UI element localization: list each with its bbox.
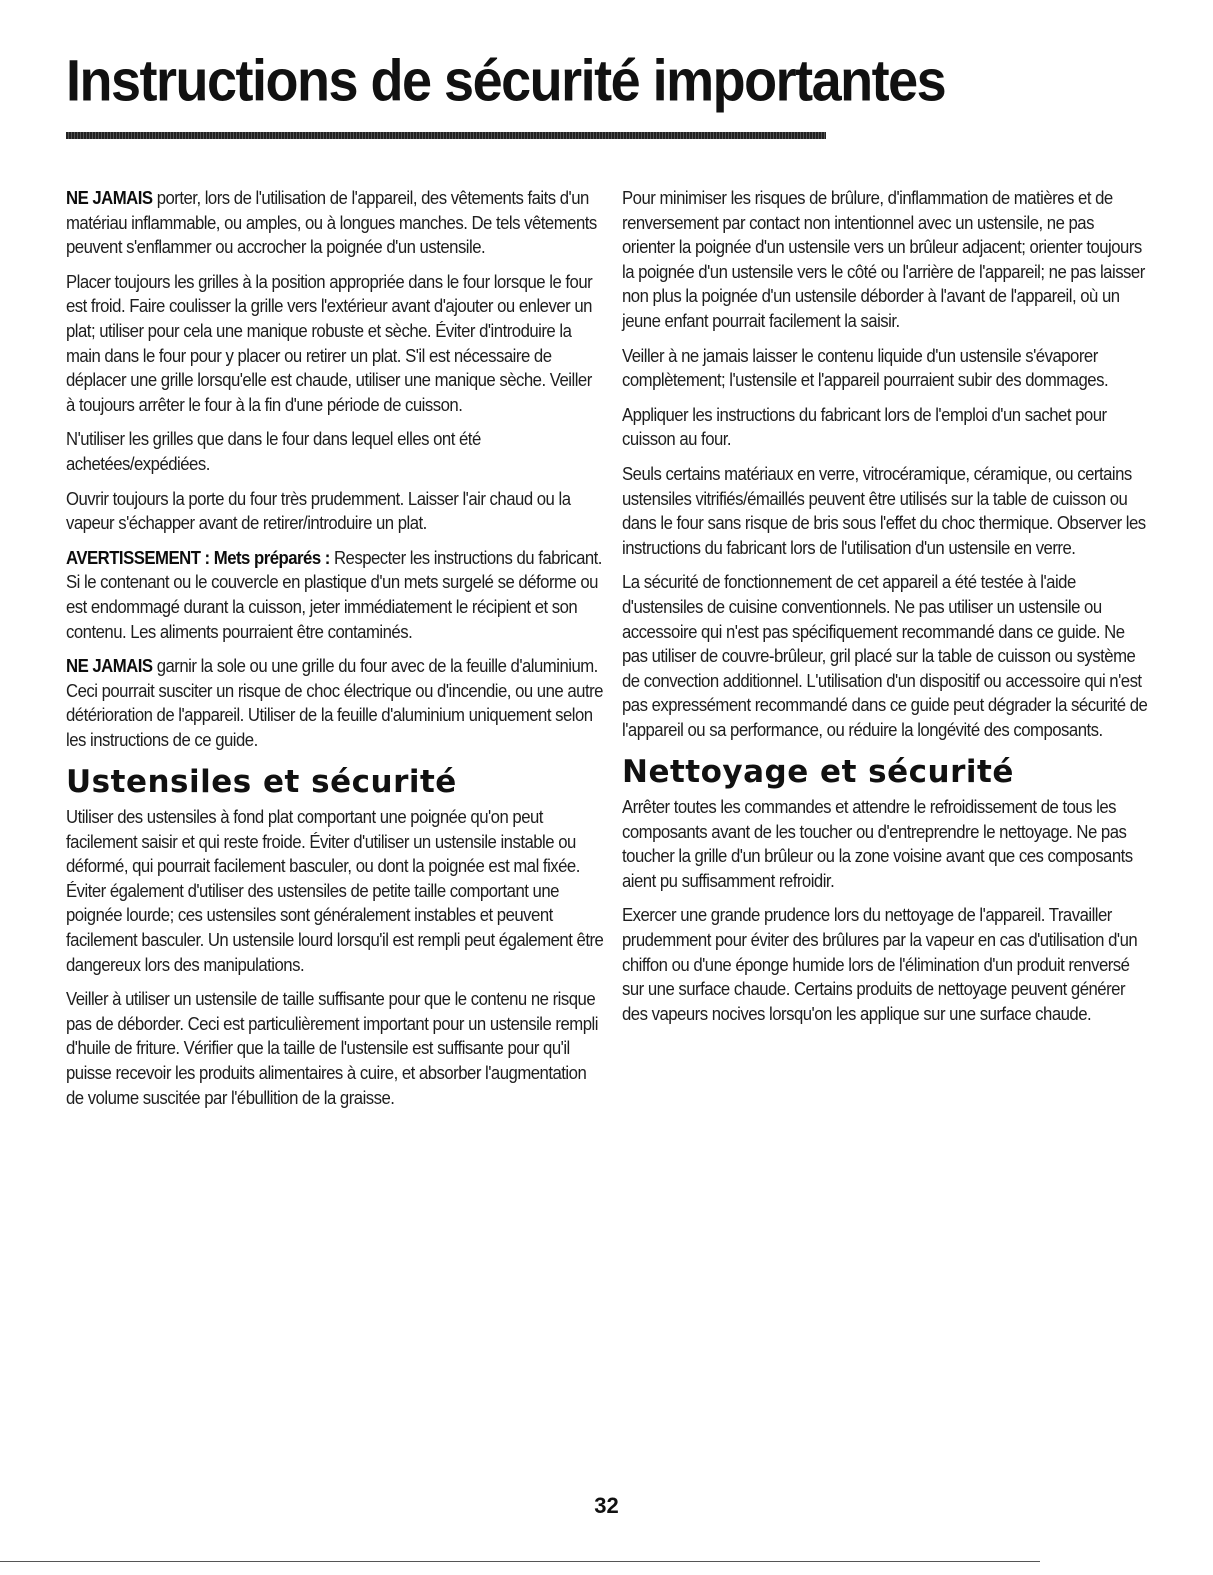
page-number: 32: [594, 1493, 619, 1518]
left-column: [66, 186, 606, 1120]
paragraph: [66, 186, 603, 260]
paragraph: Veiller à utiliser un ustensile de taille suffisante pour que le contenu ne risque pas de déborder. Ceci est particulièrement important pour un ustensile rempli d'huile de friture. Vérifier que la taille de l'ustensile est suffisante pour qu'il puisse recevoir les produits alimentaires à cuire, et absorber l'augmentation de volume suscitée par l'ébullition de la graisse.: [66, 989, 598, 1108]
paragraph: Seuls certains matériaux en verre, vitrocéramique, céramique, ou certains ustensiles vitrifiés/émaillés peuvent être utilisés sur la table de cuisson ou dans le four sans risque de bris sous l'effet du choc thermique. Observer les instructions du fabricant lors de l'utilisation d'un ustensile en verre.: [622, 463, 1146, 558]
paragraph: Exercer une grande prudence lors du nettoyage de l'appareil. Travailler prudemment pour éviter des brûlures par la vapeur en cas d'utilisation d'un chiffon ou d'une éponge humide lors de l'élimination d'un produit renversé sur une surface chaude. Certains produits de nettoyage peuvent générer des vapeurs nocives lorsqu'on les applique sur une surface chaude.: [622, 905, 1138, 1024]
paragraph: La sécurité de fonctionnement de cet appareil a été testée à l'aide d'ustensiles de cuisine conventionnels. Ne pas utiliser un ustensile ou accessoire qui n'est pas spécifiquement recommandé dans ce guide. Ne pas utiliser de couvre-brûleur, gril placé sur la table de cuisson ou système de convection additionnel. L'utilisation d'un dispositif ou accessoire qui n'est pas expressément recommandé dans ce guide peut dégrader la sécurité de l'appareil ou sa performance, ou réduire la longévité des composants.: [622, 572, 1148, 740]
footer-rule: [0, 1561, 1040, 1562]
paragraph: Arrêter toutes les commandes et attendre le refroidissement de tous les composants avant de les toucher ou d'entreprendre le nettoyage. Ne pas toucher la grille d'un brûleur ou la zone voisine avant que ces composants aient pu suffisamment refroidir.: [622, 797, 1133, 891]
page-title: Instructions de sécurité importantes: [66, 48, 946, 114]
paragraph: Pour minimiser les risques de brûlure, d'inflammation de matières et de renversement par contact non intentionnel avec un ustensile, ne pas orienter la poignée d'un ustensile vers un brûleur adjacent; orienter toujours la poignée d'un ustensile vers le côté ou l'arrière de l'appareil; ne pas laisser non plus la poignée d'un ustensile déborder à l'avant de l'appareil, où un jeune enfant pourrait facilement la saisir.: [622, 188, 1145, 331]
paragraph: N'utiliser les grilles que dans le four dans lequel elles ont été achetées/expédiées.: [66, 429, 481, 474]
paragraph: Appliquer les instructions du fabricant lors de l'emploi d'un sachet pour cuisson au four.: [622, 404, 1107, 450]
paragraph: Utiliser des ustensiles à fond plat comportant une poignée qu'on peut facilement saisir et qui reste froide. Éviter d'utiliser un ustensile instable ou déformé, qui pourrait facilement basculer, ou dont la poignée est mal fixée. Éviter également d'utiliser des ustensiles de petite taille comportant une poignée lourde; ces ustensiles sont généralement instables et peuvent facilement basculer. Un ustensile lourd lorsqu'il est rempli peut également être dangereux lors des manipulations.: [66, 807, 604, 975]
paragraph-text: garnir la sole ou une grille du four avec de la feuille d'aluminium. Ceci pourrait susciter un risque de choc électrique ou d'incendie, ou une autre détérioration de l'appareil. Utiliser de la feuille d'aluminium uniquement selon les instructions de ce guide.: [66, 656, 603, 750]
title-underline: [66, 132, 826, 139]
right-column: [622, 186, 1150, 1036]
section-heading: Nettoyage et sécurité: [622, 754, 1014, 791]
section-heading: Ustensiles et sécurité: [66, 764, 457, 801]
keyword: NE JAMAIS: [66, 656, 153, 677]
keyword: AVERTISSEMENT : Mets préparés :: [66, 547, 330, 568]
paragraph: Placer toujours les grilles à la position appropriée dans le four lorsque le four est froid. Faire coulisser la grille vers l'extérieur avant d'ajouter ou enlever un plat; utiliser pour cela une manique robuste et sèche. Éviter d'introduire la main dans le four pour y placer ou retirer un plat. S'il est nécessaire de déplacer une grille lorsqu'elle est chaude, utiliser une manique sèche. Veiller à toujours arrêter le four à la fin d'une période de cuisson.: [66, 271, 593, 415]
paragraph: [66, 546, 603, 644]
paragraph: [66, 654, 603, 752]
keyword: NE JAMAIS: [66, 188, 153, 208]
paragraph-text: Respecter les instructions du fabricant. Si le contenant ou le couvercle en plastique d'un mets surgelé se déforme ou est endommagé durant la cuisson, jeter immédiatement le récipient et son contenu. Les aliments pourraient être contaminés.: [66, 547, 602, 642]
paragraph: Veiller à ne jamais laisser le contenu liquide d'un ustensile s'évaporer complètement; l'ustensile et l'appareil pourraient subir des dommages.: [622, 345, 1109, 391]
paragraph-text: porter, lors de l'utilisation de l'appareil, des vêtements faits d'un matériau inflammable, ou amples, ou à longues manches. De tels vêtements peuvent s'enflammer ou accrocher la poignée d'un ustensile.: [66, 188, 597, 258]
paragraph: Ouvrir toujours la porte du four très prudemment. Laisser l'air chaud ou la vapeur s'échapper avant de retirer/introduire un plat.: [66, 488, 571, 534]
